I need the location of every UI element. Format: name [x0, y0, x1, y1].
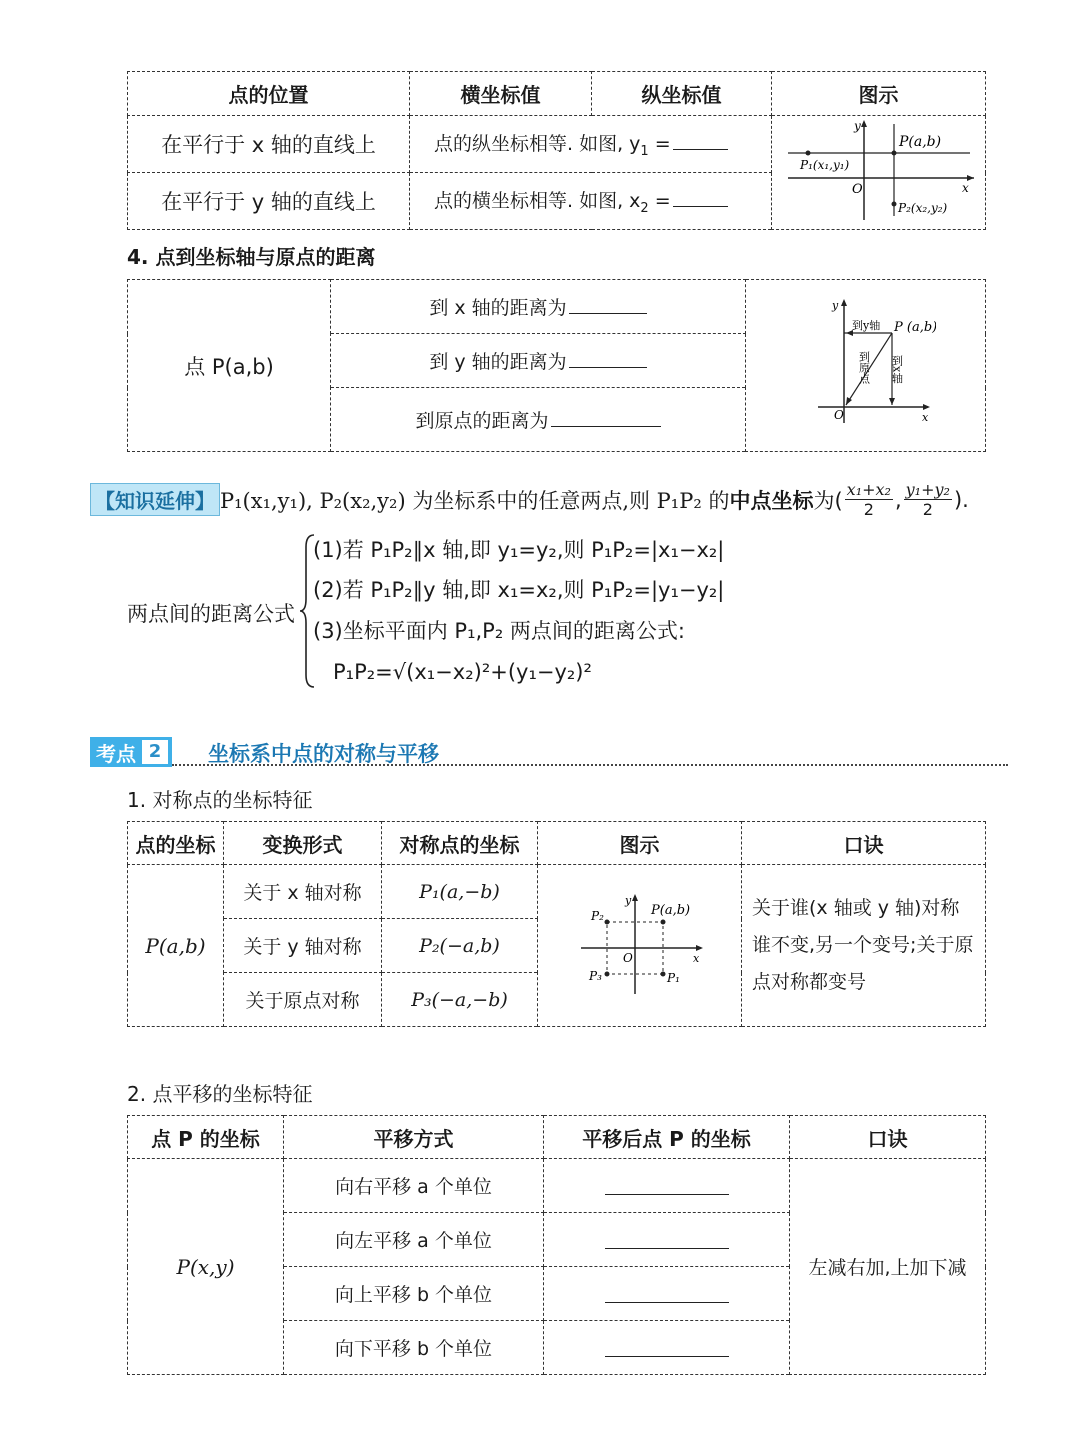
svg-text:P₂(x₂,y₂): P₂(x₂,y₂) — [897, 201, 947, 215]
sym-header-form: 变换形式 — [224, 822, 382, 865]
sym-header-figure: 图示 — [538, 822, 742, 865]
sym-figure-cell — [538, 865, 742, 1027]
to-origin-row: 到原点的距离为 — [331, 388, 746, 452]
svg-text:y: y — [624, 894, 631, 907]
translation-table — [127, 1115, 986, 1375]
sym-coord-y: P₂(−a,b) — [382, 919, 538, 973]
answer-blank — [569, 349, 647, 368]
answer-blank — [673, 131, 728, 150]
tr-left: 向左平移 a 个单位 — [284, 1213, 544, 1267]
kaodian-divider — [172, 764, 1008, 766]
sym-header-coord: 对称点的坐标 — [382, 822, 538, 865]
tr-up-answer — [544, 1267, 790, 1321]
tr-point: P(x,y) — [128, 1159, 284, 1375]
tr-header-way: 平移方式 — [284, 1116, 544, 1159]
svg-text:P(a,b): P(a,b) — [650, 903, 690, 918]
svg-text:P₁: P₁ — [666, 971, 680, 985]
answer-blank — [551, 408, 661, 427]
sym-form-y: 关于 y 轴对称 — [224, 919, 382, 973]
svg-text:到原点: 到原点 — [857, 351, 870, 384]
translation-heading: 2. 点平移的坐标特征 — [127, 1082, 313, 1106]
kaodian-title: 坐标系中点的对称与平移 — [208, 742, 439, 766]
figure-cell-1 — [772, 116, 986, 230]
tr-rhyme: 左减右加,上加下减 — [790, 1159, 986, 1375]
svg-text:O: O — [833, 408, 844, 422]
sym-header-rhyme: 口诀 — [742, 822, 986, 865]
svg-text:P₃: P₃ — [588, 969, 602, 983]
row-parallel-x-desc: 点的纵坐标相等. 如图, $y_1$ = — [410, 116, 772, 173]
answer-blank — [605, 1334, 729, 1357]
kaodian-badge: 考点 2 — [90, 737, 172, 767]
answer-blank — [605, 1280, 729, 1303]
header-position: 点的位置 — [128, 72, 410, 116]
svg-text:P₁(x₁,y₁): P₁(x₁,y₁) — [799, 158, 849, 172]
answer-blank — [673, 188, 728, 207]
knowledge-extension: 【知识延伸】 P₁(x₁,y₁), P₂(x₂,y₂) 为坐标系中的任意两点,则 P₁P₂ 的 中点坐标 为( x₁+x₂ 2 , y₁+y₂ 2 ). — [90, 480, 969, 519]
header-figure: 图示 — [772, 72, 986, 116]
tr-header-rhyme: 口诀 — [790, 1116, 986, 1159]
coordinate-line-table — [127, 71, 986, 230]
tr-up: 向上平移 b 个单位 — [284, 1267, 544, 1321]
svg-text:P (a,b): P (a,b) — [893, 320, 936, 335]
answer-blank — [605, 1172, 729, 1195]
header-x-value: 横坐标值 — [410, 72, 592, 116]
tr-left-answer — [544, 1213, 790, 1267]
sym-point: P(a,b) — [128, 865, 224, 1027]
header-y-value: 纵坐标值 — [592, 72, 772, 116]
tr-down: 向下平移 b 个单位 — [284, 1321, 544, 1375]
to-y-axis-row: 到 y 轴的距离为 — [331, 334, 746, 388]
sym-coord-origin: P₃(−a,−b) — [382, 973, 538, 1027]
svg-text:O: O — [851, 182, 863, 197]
tr-right: 向右平移 a 个单位 — [284, 1159, 544, 1213]
svg-text:O: O — [622, 951, 633, 965]
svg-text:到y轴: 到y轴 — [851, 319, 880, 332]
fraction-y: y₁+y₂ 2 — [905, 480, 950, 519]
section4-heading: 4. 点到坐标轴与原点的距离 — [127, 245, 376, 269]
distance-formula: P₁P₂=√(x₁−x₂)²+(y₁−y₂)² — [333, 660, 592, 684]
distance-figure-cell — [746, 280, 986, 452]
svg-text:P(a,b): P(a,b) — [898, 134, 941, 150]
point-p-cell: 点 P(a,b) — [128, 280, 331, 452]
svg-text:x: x — [961, 181, 969, 195]
to-x-axis-row: 到 x 轴的距离为 — [331, 280, 746, 334]
symmetry-figure — [575, 888, 705, 998]
tr-header-point: 点 P 的坐标 — [128, 1116, 284, 1159]
row-parallel-y: 在平行于 y 轴的直线上 — [128, 173, 410, 230]
extension-tag: 【知识延伸】 — [90, 483, 220, 516]
distance-table — [127, 279, 986, 452]
tr-right-answer — [544, 1159, 790, 1213]
svg-text:P₂: P₂ — [590, 909, 604, 923]
answer-blank — [605, 1226, 729, 1249]
sym-coord-x: P₁(a,−b) — [382, 865, 538, 919]
distance-item-3: (3)坐标平面内 P₁,P₂ 两点间的距离公式: — [313, 619, 686, 643]
svg-text:y: y — [853, 119, 861, 133]
distance-formula-label: 两点间的距离公式 — [127, 602, 295, 626]
symmetry-heading: 1. 对称点的坐标特征 — [127, 788, 313, 812]
tr-header-result: 平移后点 P 的坐标 — [544, 1116, 790, 1159]
sym-rhyme: 关于谁(x 轴或 y 轴)对称谁不变,另一个变号;关于原点对称都变号 — [742, 865, 986, 1027]
distance-item-1: (1)若 P₁P₂∥x 轴,即 y₁=y₂,则 P₁P₂=|x₁−x₂| — [313, 538, 725, 562]
tr-down-answer — [544, 1321, 790, 1375]
row-parallel-x: 在平行于 x 轴的直线上 — [128, 116, 410, 173]
sym-form-x: 关于 x 轴对称 — [224, 865, 382, 919]
svg-text:到x轴: 到x轴 — [890, 355, 903, 384]
svg-text:y: y — [831, 299, 838, 312]
kaodian-number: 2 — [142, 740, 168, 764]
parallel-lines-figure — [774, 116, 984, 224]
answer-blank — [569, 295, 647, 314]
fraction-x: x₁+x₂ 2 — [846, 480, 891, 519]
row-parallel-y-desc: 点的横坐标相等. 如图, $x_2$ = — [410, 173, 772, 230]
sym-form-origin: 关于原点对称 — [224, 973, 382, 1027]
svg-text:x: x — [921, 411, 928, 424]
distance-item-2: (2)若 P₁P₂∥y 轴,即 x₁=x₂,则 P₁P₂=|y₁−y₂| — [313, 578, 725, 602]
symmetry-table — [127, 821, 986, 1027]
sym-header-point: 点的坐标 — [128, 822, 224, 865]
svg-text:x: x — [692, 952, 699, 965]
distance-figure — [796, 293, 936, 433]
